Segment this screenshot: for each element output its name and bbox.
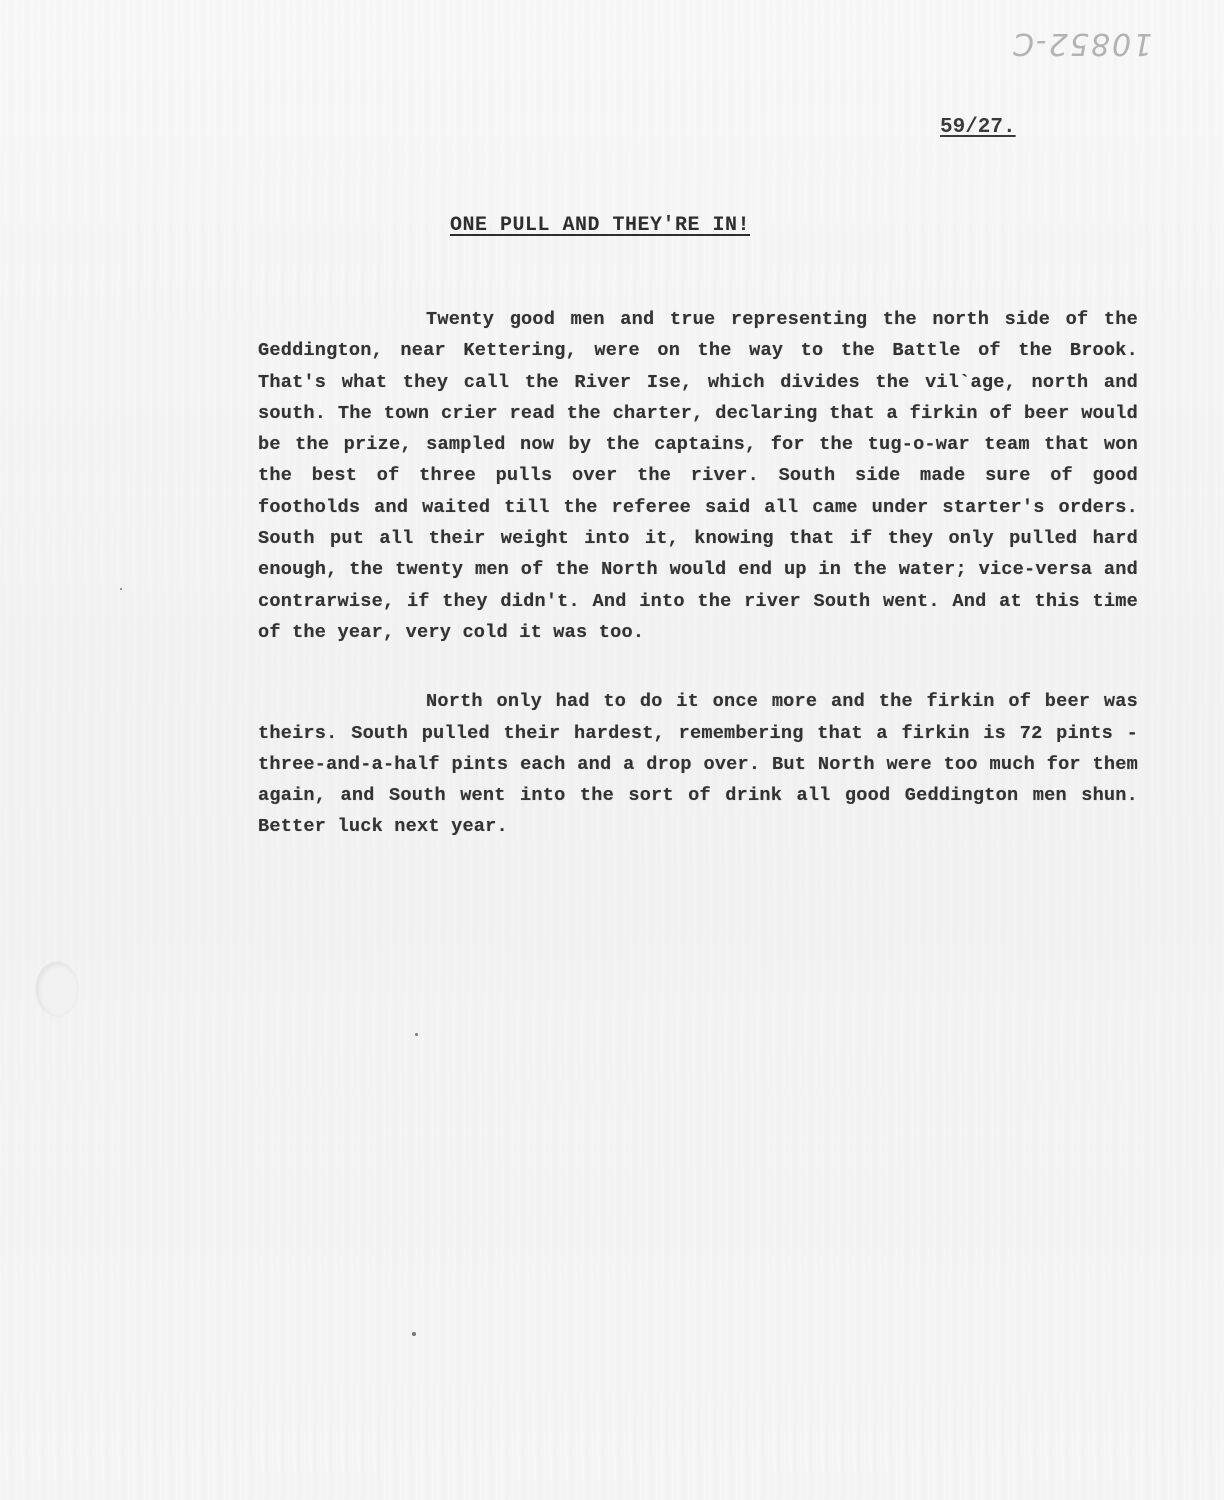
scan-speck: [120, 588, 122, 590]
reference-number: 59/27.: [940, 116, 1016, 139]
document-body: [258, 304, 1138, 843]
paragraph-1: Twenty good men and true representing the north side of the Geddington, near Kettering, were on the way to the Battle of the Brook. That's what they call the River Ise, which divides the vil`age, north and south. The town crier read the charter, declaring that a firkin of beer would be the prize, sampled now by the captains, for the tug-o-war team that won the best of three pulls over the river. South side made sure of good footholds and waited till the referee said all came under starter's orders. South put all their weight into it, knowing that if they only pulled hard enough, the twenty men of the North would end up in the water; vice-versa and contrarwise, if they didn't. And into the river South went. And at this time of the year, very cold it was too.: [258, 309, 1138, 643]
punch-hole: [36, 962, 78, 1016]
paragraph-2: North only had to do it once more and the firkin of beer was theirs. South pulled their hardest, remembering that a firkin is 72 pints - three-and-a-half pints each and a drop over. But North were too much for them again, and South went into the sort of drink all good Geddington men shun. Better luck next year.: [258, 691, 1138, 838]
scan-speck: [415, 1033, 418, 1036]
scan-speck: [412, 1332, 416, 1336]
handwritten-note: 10852-C: [1010, 26, 1152, 61]
document-title: ONE PULL AND THEY'RE IN!: [450, 214, 751, 237]
